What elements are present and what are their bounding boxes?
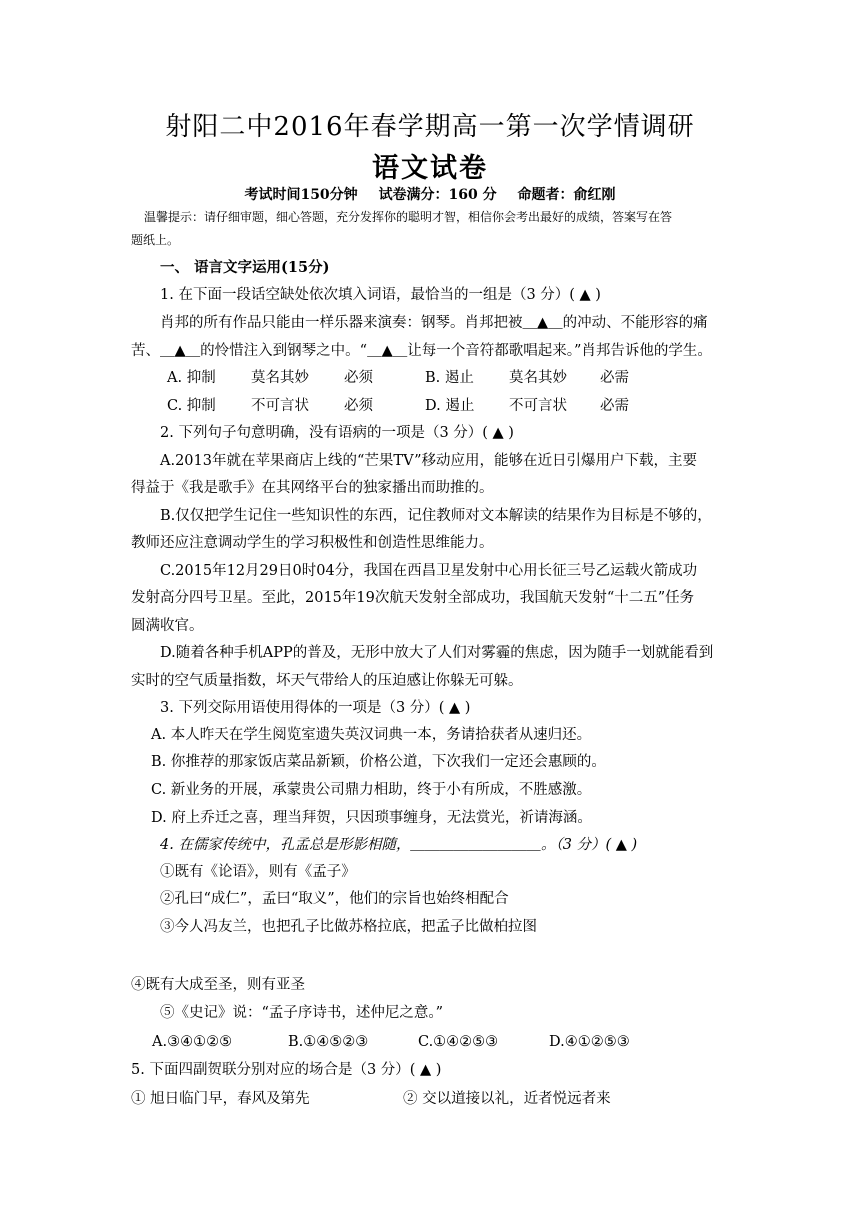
tip-line-1: 温馨提示：请仔细审题，细心答题，充分发挥你的聪明才智，相信你会考出最好的成绩，答案写在答 — [144, 210, 673, 224]
q4-option-c: C.①④②⑤③ — [418, 1034, 499, 1050]
q1-option-d-word3: 必需 — [600, 398, 629, 414]
q4-stem: 4. 在儒家传统中，孔孟总是形影相随，＿＿＿＿＿＿＿＿＿。（3 分）( ▲ ) — [160, 837, 638, 853]
exam-author: 命题者：俞红刚 — [517, 187, 616, 203]
q3-stem: 3. 下列交际用语使用得体的一项是（3 分）( ▲ ) — [160, 700, 471, 716]
q1-para-1: 肖邦的所有作品只能由一样乐器来演奏：钢琴。肖邦把被＿▲＿的冲动、不能形容的痛 — [160, 315, 708, 331]
q1-option-d: D. 遏止 — [425, 398, 475, 414]
q3-option-c: C. 新业务的开展，承蒙贵公司鼎力相助，终于小有所成，不胜感激。 — [151, 782, 592, 798]
q1-option-a-word2: 莫名其妙 — [251, 370, 309, 386]
exam-title: 射阳二中2016年春学期高一第一次学情调研 — [165, 112, 695, 142]
q1-options-row-1 — [0, 368, 860, 388]
q1-para-2: 苦、＿▲＿的怜惜注入到钢琴之中。“＿▲＿让每一个音符都歌唱起来。”肖邦告诉他的学生。 — [131, 343, 712, 359]
q4-sentence-5: ⑤《史记》说：“孟子序诗书，述仲尼之意。” — [160, 1005, 444, 1021]
q3-option-b: B. 你推荐的那家饭店菜品新颖，价格公道，下次我们一定还会惠顾的。 — [151, 754, 606, 770]
section-heading: 一、 语言文字运用(15分) — [160, 259, 330, 276]
q2-option-b-line-1: B.仅仅把学生记住一些知识性的东西，记住教师对文本解读的结果作为目标是不够的， — [160, 508, 712, 524]
q2-option-a-line-1: A.2013年就在苹果商店上线的“芒果TV”移动应用，能够在近日引爆用户下载，主要 — [160, 453, 697, 469]
q1-stem: 1. 在下面一段话空缺处依次填入词语，最恰当的一组是（3 分）( ▲ ) — [160, 287, 601, 303]
q4-sentence-3: ③今人冯友兰，也把孔子比做苏格拉底，把孟子比做柏拉图 — [160, 919, 537, 935]
q2-option-d-line-1: D.随着各种手机APP的普及，无形中放大了人们对雾霾的焦虑，因为随手一划就能看到 — [160, 645, 714, 661]
q1-option-b-word3: 必需 — [600, 370, 629, 386]
q1-option-b-word2: 莫名其妙 — [509, 370, 567, 386]
q2-option-c-line-1: C.2015年12月29日0时04分，我国在西昌卫星发射中心用长征三号乙运载火箭成功 — [160, 563, 698, 579]
exam-score: 试卷满分：160 分 — [378, 187, 497, 203]
q4-sentence-4: ④既有大成至圣，则有亚圣 — [131, 977, 305, 993]
exam-meta — [0, 184, 860, 204]
exam-time: 考试时间150分钟 — [244, 187, 358, 203]
q1-option-b: B. 遏止 — [425, 370, 474, 386]
q1-option-c-word3: 必须 — [344, 398, 373, 414]
q2-option-c-line-3: 圆满收官。 — [131, 618, 204, 634]
q5-couplet-1: ① 旭日临门早，春风及第先 — [131, 1091, 310, 1107]
exam-subtitle: 语文试卷 — [372, 153, 488, 184]
q2-option-d-line-2: 实时的空气质量指数，坏天气带给人的压迫感让你躲无可躲。 — [131, 673, 523, 689]
q4-option-d: D.④①②⑤③ — [549, 1034, 630, 1050]
q3-option-a: A. 本人昨天在学生阅览室遗失英汉词典一本，务请拾获者从速归还。 — [151, 727, 592, 743]
q5-couplet-2: ② 交以道接以礼，近者悦远者来 — [403, 1091, 611, 1107]
q2-option-c-line-2: 发射高分四号卫星。至此，2015年19次航天发射全部成功，我国航天发射“十二五”任务 — [131, 590, 695, 606]
q1-options-row-2 — [0, 396, 860, 416]
tip-line-2: 题纸上。 — [131, 233, 180, 247]
q1-option-c-word2: 不可言状 — [251, 398, 309, 414]
q4-option-a: A.③④①②⑤ — [152, 1034, 233, 1050]
q4-option-b: B.①④⑤②③ — [288, 1034, 369, 1050]
q5-stem: 5. 下面四副贺联分别对应的场合是（3 分）( ▲ ) — [131, 1062, 442, 1078]
q1-option-a: A. 抑制 — [167, 370, 216, 386]
q2-stem: 2. 下列句子句意明确，没有语病的一项是（3 分）( ▲ ) — [160, 425, 514, 441]
q4-options — [0, 1032, 860, 1052]
q4-sentence-1: ①既有《论语》，则有《孟子》 — [160, 864, 356, 880]
q3-option-d: D. 府上乔迁之喜，理当拜贺，只因琐事缠身，无法赏光，祈请海涵。 — [151, 810, 592, 826]
q1-option-c: C. 抑制 — [167, 398, 216, 414]
q1-option-d-word2: 不可言状 — [509, 398, 567, 414]
q2-option-a-line-2: 得益于《我是歌手》在其网络平台的独家播出而助推的。 — [131, 480, 494, 496]
q2-option-b-line-2: 教师还应注意调动学生的学习积极性和创造性思维能力。 — [131, 535, 494, 551]
q4-sentence-2: ②孔曰“成仁”，孟曰“取义”，他们的宗旨也始终相配合 — [160, 891, 509, 907]
q1-option-a-word3: 必须 — [344, 370, 373, 386]
